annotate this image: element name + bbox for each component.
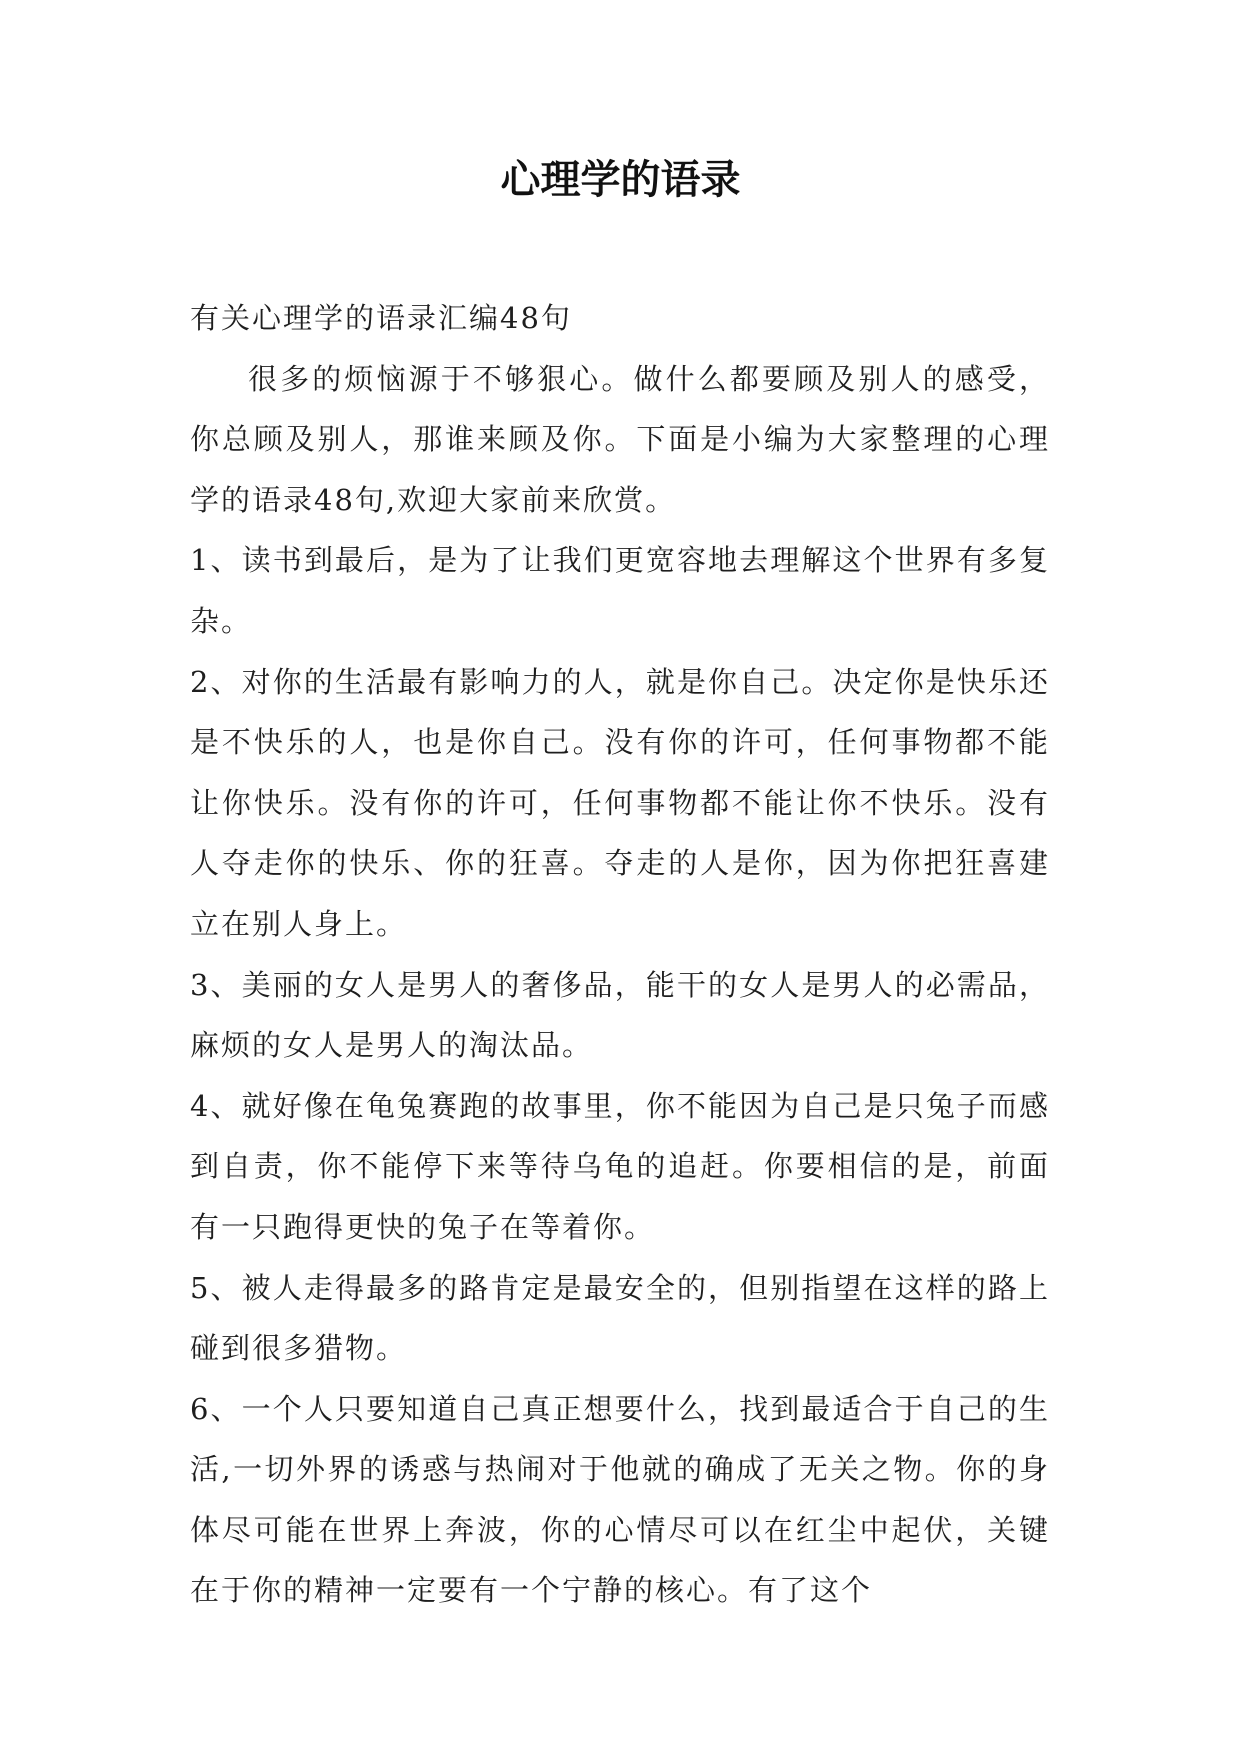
- quote-item-6: 6、一个人只要知道自己真正想要什么，找到最适合于自己的生活,一切外界的诱惑与热闹对于他就的确成了无关之物。你的身体尽可能在世界上奔波，你的心情尽可以在红尘中起伏，关键在于你的精神一定要有一个宁静的核心。有了这个: [190, 1391, 1050, 1608]
- document-subtitle: 有关心理学的语录汇编48句: [190, 301, 572, 335]
- document-body: [190, 288, 1050, 1621]
- quote-item-5: 5、被人走得最多的路肯定是最安全的，但别指望在这样的路上碰到很多猎物。: [190, 1270, 1050, 1366]
- quote-item-1: 1、读书到最后，是为了让我们更宽容地去理解这个世界有多复杂。: [190, 543, 1050, 638]
- quote-item-4: 4、就好像在龟兔赛跑的故事里，你不能因为自己是只兔子而感到自责，你不能停下来等待乌龟的追赶。你要相信的是，前面有一只跑得更快的兔子在等着你。: [190, 1088, 1050, 1244]
- quote-item-3: 3、美丽的女人是男人的奢侈品，能干的女人是男人的必需品，麻烦的女人是男人的淘汰品。: [190, 967, 1050, 1063]
- document-title: 心理学的语录: [500, 156, 741, 203]
- quote-item-2: 2、对你的生活最有影响力的人，就是你自己。决定你是快乐还是不快乐的人，也是你自己。没有你的许可，任何事物都不能让你快乐。没有你的许可，任何事物都不能让你不快乐。没有人夺走你的快乐、你的狂喜。夺走的人是你，因为你把狂喜建立在别人身上。: [190, 664, 1050, 941]
- intro-paragraph: 很多的烦恼源于不够狠心。做什么都要顾及别人的感受，你总顾及别人，那谁来顾及你。下面是小编为大家整理的心理学的语录48句,欢迎大家前来欣赏。: [190, 361, 1050, 517]
